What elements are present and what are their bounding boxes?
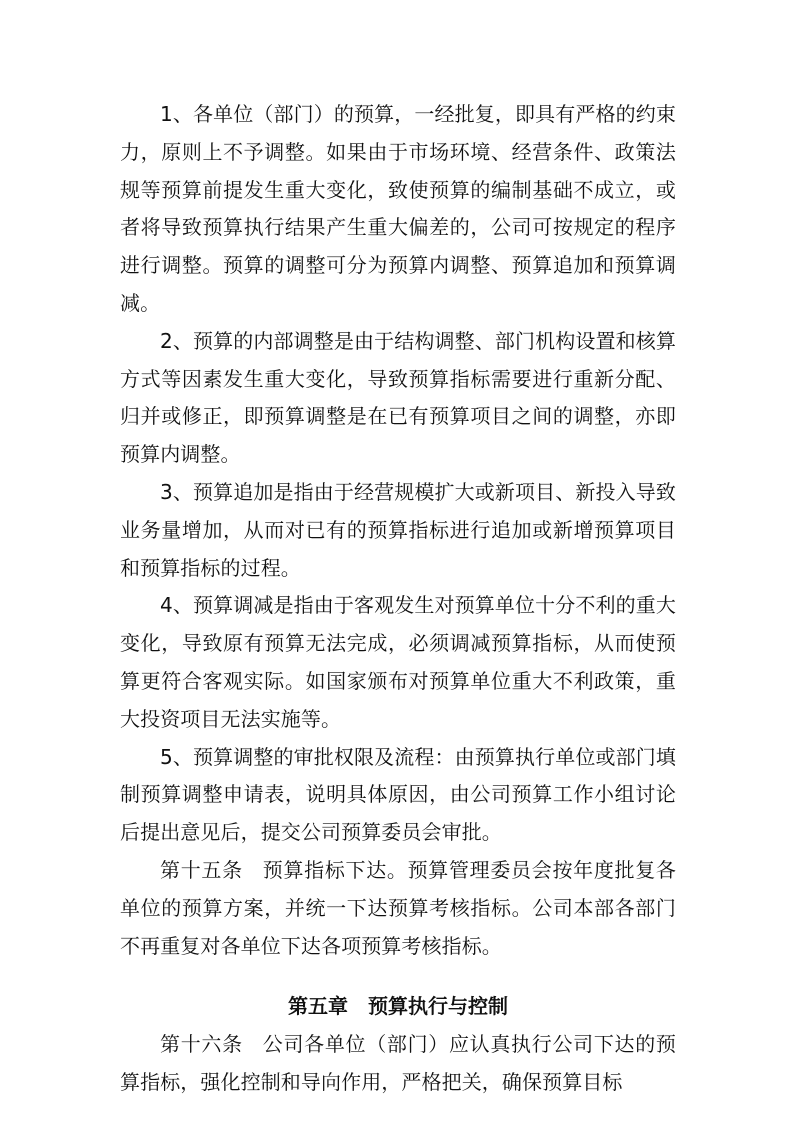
paragraph-internal-adjustment: 2、预算的内部调整是由于结构调整、部门机构设置和核算方式等因素发生重大变化，导致预算指标需要进行重新分配、归并或修正，即预算调整是在已有预算项目之间的调整，亦即预算内调整。 xyxy=(120,328,676,467)
article-15-number: 第十五条 xyxy=(160,857,243,882)
article-16 xyxy=(120,1026,676,1102)
paragraph-budget-reduction: 4、预算调减是指由于客观发生对预算单位十分不利的重大变化，导致原有预算无法完成，必须调减预算指标，从而使预算更符合客观实际。如国家颁布对预算单位重大不利政策，重大投资项目无法实施等。 xyxy=(120,593,676,731)
paragraph-budget-addition: 3、预算追加是指由于经营规模扩大或新项目、新投入导致业务量增加，从而对已有的预算指标进行追加或新增预算项目和预算指标的过程。 xyxy=(120,479,676,580)
document-body xyxy=(120,96,676,1102)
article-15-text: 预算指标下达。预算管理委员会按年度批复各单位的预算方案，并统一下达预算考核指标。公司本部各部门不再重复对各单位下达各项预算考核指标。 xyxy=(120,857,676,958)
article-16-number: 第十六条 xyxy=(160,1032,243,1057)
chapter-number: 第五章 xyxy=(288,994,348,1019)
chapter-heading xyxy=(120,988,676,1026)
article-16-text: 公司各单位（部门）应认真执行公司下达的预算指标，强化控制和导向作用，严格把关，确保预算目标 xyxy=(120,1032,676,1094)
paragraph-budget-adjustment-principle: 1、各单位（部门）的预算，一经批复，即具有严格的约束力，原则上不予调整。如果由于市场环境、经营条件、政策法规等预算前提发生重大变化，致使预算的编制基础不成立，或者将导致预算执行结果产生重大偏差的，公司可按规定的程序进行调整。预算的调整可分为预算内调整、预算追加和预算调减。 xyxy=(120,102,676,315)
paragraph-approval-process: 5、预算调整的审批权限及流程：由预算执行单位或部门填制预算调整申请表，说明具体原因，由公司预算工作小组讨论后提出意见后，提交公司预算委员会审批。 xyxy=(120,744,676,845)
article-15 xyxy=(120,852,676,965)
chapter-title: 预算执行与控制 xyxy=(368,994,508,1019)
